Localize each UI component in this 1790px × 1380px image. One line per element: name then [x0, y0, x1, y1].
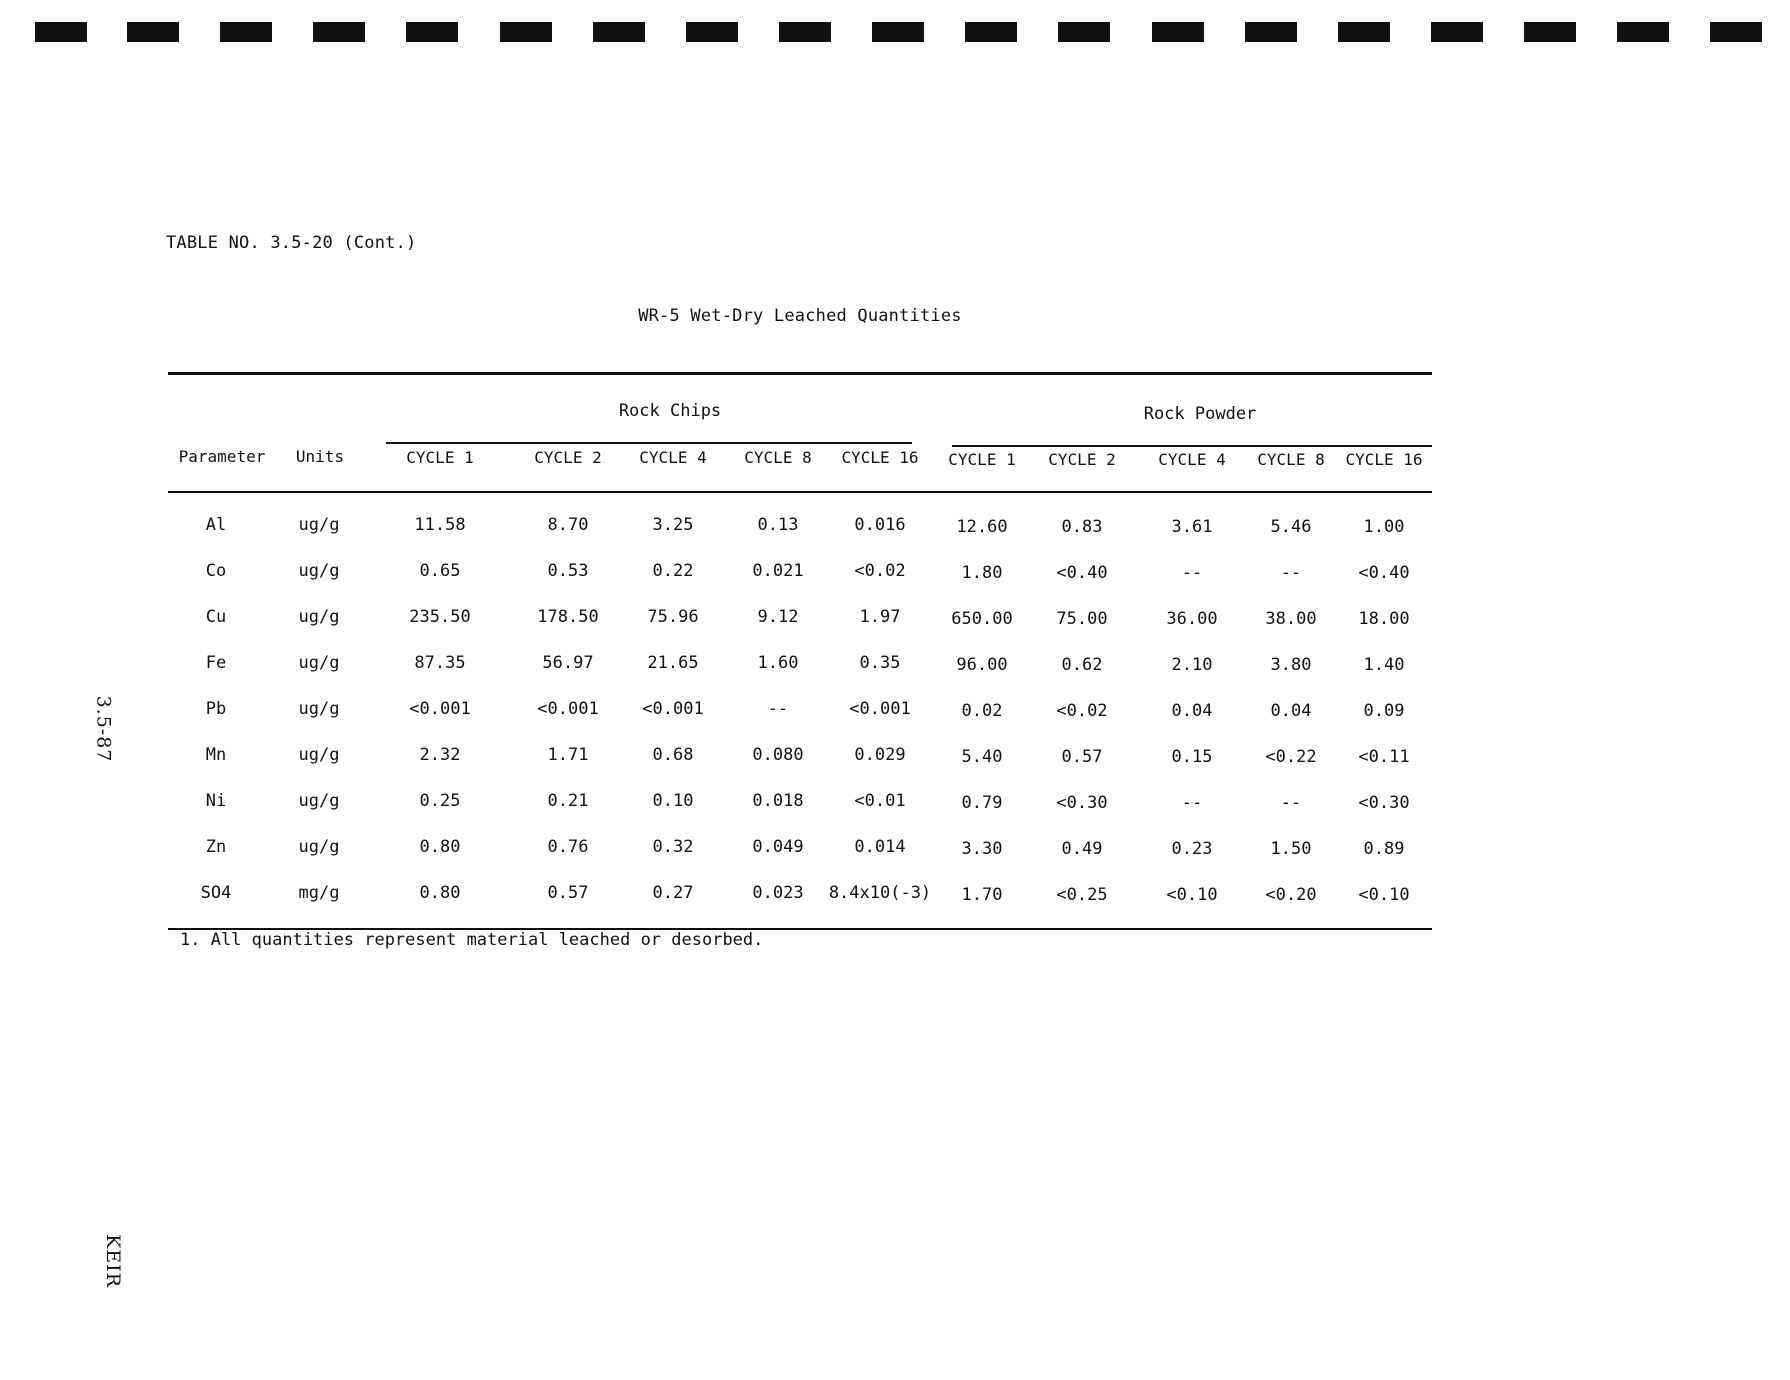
side-label-keir: KEIR [101, 1234, 124, 1288]
table-title-text: WR-5 Wet-Dry Leached Quantities [638, 306, 962, 326]
cell-value: 36.00 [1166, 609, 1218, 629]
cell-parameter: SO4 [200, 883, 232, 903]
cell-parameter: Cu [205, 607, 227, 627]
perforation-block [1617, 22, 1669, 42]
cell-value: 3.25 [652, 515, 694, 535]
cell-parameter: Fe [205, 653, 227, 673]
cell-value: 0.049 [752, 837, 804, 857]
perforation-block [1245, 22, 1297, 42]
header-parameter: Parameter [178, 447, 266, 466]
cell-parameter: Pb [205, 699, 227, 719]
cell-parameter: Mn [205, 745, 227, 765]
cell-value: <0.22 [1265, 747, 1317, 767]
footnote: 1. All quantities represent material leached or desorbed. [180, 930, 764, 950]
cell-value: -- [1280, 563, 1302, 583]
cell-value: 38.00 [1265, 609, 1317, 629]
cell-value: <0.10 [1166, 885, 1218, 905]
perforation-block [779, 22, 831, 42]
perforation-block [1710, 22, 1762, 42]
cell-value: 0.68 [652, 745, 694, 765]
cell-value: -- [1280, 793, 1302, 813]
cell-units: ug/g [298, 653, 340, 673]
perforation-block [220, 22, 272, 42]
rock-powder-rule [952, 445, 1432, 447]
page-number: 3.5-87 [92, 695, 115, 763]
perforation-block [965, 22, 1017, 42]
cell-value: 0.22 [652, 561, 694, 581]
cell-value: 0.57 [1061, 747, 1103, 767]
cell-value: 1.70 [961, 885, 1003, 905]
cell-value: 1.00 [1363, 517, 1405, 537]
cell-value: <0.11 [1358, 747, 1410, 767]
perforation-block [1058, 22, 1110, 42]
cell-value: 0.62 [1061, 655, 1103, 675]
cell-value: 75.00 [1056, 609, 1108, 629]
cell-value: <0.02 [854, 561, 906, 581]
cell-value: <0.001 [409, 699, 471, 719]
cell-value: 0.49 [1061, 839, 1103, 859]
cell-value: 0.10 [652, 791, 694, 811]
cell-value: 650.00 [951, 609, 1013, 629]
header-cycle: CYCLE 8 [1257, 450, 1325, 469]
header-cycle: CYCLE 4 [639, 448, 707, 467]
cell-value: 1.71 [547, 745, 589, 765]
cell-value: 0.65 [419, 561, 461, 581]
cell-value: 2.10 [1171, 655, 1213, 675]
cell-parameter: Ni [205, 791, 227, 811]
cell-value: 9.12 [757, 607, 799, 627]
cell-value: 0.080 [752, 745, 804, 765]
cell-value: 0.014 [854, 837, 906, 857]
cell-value: 0.09 [1363, 701, 1405, 721]
cell-value: 0.15 [1171, 747, 1213, 767]
cell-value: 0.021 [752, 561, 804, 581]
cell-value: 3.61 [1171, 517, 1213, 537]
cell-value: <0.30 [1358, 793, 1410, 813]
perforation-block [593, 22, 645, 42]
cell-value: 0.25 [419, 791, 461, 811]
cell-units: ug/g [298, 791, 340, 811]
cell-value: <0.01 [854, 791, 906, 811]
perforation-block [1338, 22, 1390, 42]
cell-value: 235.50 [409, 607, 471, 627]
cell-value: 0.76 [547, 837, 589, 857]
perforation-block [313, 22, 365, 42]
cell-units: ug/g [298, 745, 340, 765]
header-bottom-rule [168, 491, 1432, 493]
cell-value: 2.32 [419, 745, 461, 765]
perforation-block [35, 22, 87, 42]
cell-value: <0.001 [849, 699, 911, 719]
cell-value: <0.40 [1056, 563, 1108, 583]
table-title [0, 306, 1600, 326]
cell-value: 3.80 [1270, 655, 1312, 675]
cell-units: mg/g [298, 883, 340, 903]
cell-value: 3.30 [961, 839, 1003, 859]
cell-value: 0.04 [1270, 701, 1312, 721]
cell-value: 1.80 [961, 563, 1003, 583]
cell-value: -- [1181, 793, 1203, 813]
cell-value: 0.13 [757, 515, 799, 535]
cell-value: 0.80 [419, 883, 461, 903]
cell-value: -- [767, 699, 789, 719]
cell-value: 0.27 [652, 883, 694, 903]
cell-value: 0.018 [752, 791, 804, 811]
cell-value: 0.80 [419, 837, 461, 857]
cell-value: <0.02 [1056, 701, 1108, 721]
cell-value: 5.40 [961, 747, 1003, 767]
cell-value: 0.35 [859, 653, 901, 673]
header-cycle: CYCLE 4 [1158, 450, 1226, 469]
cell-units: ug/g [298, 561, 340, 581]
cell-value: 178.50 [537, 607, 599, 627]
cell-value: 0.23 [1171, 839, 1213, 859]
header-cycle: CYCLE 16 [1345, 450, 1423, 469]
cell-value: 0.53 [547, 561, 589, 581]
cell-value: 8.70 [547, 515, 589, 535]
perforation-block [127, 22, 179, 42]
cell-value: 0.83 [1061, 517, 1103, 537]
header-cycle: CYCLE 2 [534, 448, 602, 467]
perforation-block [1524, 22, 1576, 42]
cell-value: 1.60 [757, 653, 799, 673]
cell-value: 0.79 [961, 793, 1003, 813]
top-rule [168, 372, 1432, 375]
cell-value: 0.02 [961, 701, 1003, 721]
cell-value: 0.32 [652, 837, 694, 857]
cell-value: <0.10 [1358, 885, 1410, 905]
header-cycle: CYCLE 8 [744, 448, 812, 467]
table-number: TABLE NO. 3.5-20 (Cont.) [166, 233, 417, 253]
cell-value: 0.016 [854, 515, 906, 535]
cell-value: 96.00 [956, 655, 1008, 675]
cell-value: 1.50 [1270, 839, 1312, 859]
cell-units: ug/g [298, 837, 340, 857]
cell-value: 5.46 [1270, 517, 1312, 537]
perforation-block [1152, 22, 1204, 42]
perforation-block [872, 22, 924, 42]
cell-value: -- [1181, 563, 1203, 583]
cell-value: 12.60 [956, 517, 1008, 537]
cell-value: 21.65 [647, 653, 699, 673]
perforation-block [1431, 22, 1483, 42]
cell-units: ug/g [298, 699, 340, 719]
cell-value: 0.023 [752, 883, 804, 903]
cell-value: <0.40 [1358, 563, 1410, 583]
cell-units: ug/g [298, 607, 340, 627]
cell-parameter: Co [205, 561, 227, 581]
perforation-block [500, 22, 552, 42]
cell-value: 75.96 [647, 607, 699, 627]
rock-chips-rule [386, 442, 912, 444]
cell-value: 0.029 [854, 745, 906, 765]
cell-value: <0.001 [537, 699, 599, 719]
group-rock-chips: Rock Chips [618, 401, 722, 421]
cell-value: <0.001 [642, 699, 704, 719]
cell-value: 11.58 [414, 515, 466, 535]
group-rock-powder: Rock Powder [1143, 404, 1257, 424]
header-cycle: CYCLE 16 [841, 448, 919, 467]
cell-value: 0.57 [547, 883, 589, 903]
perforation-block [406, 22, 458, 42]
cell-parameter: Zn [205, 837, 227, 857]
header-units: Units [295, 447, 345, 466]
cell-value: 1.97 [859, 607, 901, 627]
cell-parameter: Al [205, 515, 227, 535]
cell-value: <0.20 [1265, 885, 1317, 905]
cell-value: 0.21 [547, 791, 589, 811]
header-cycle: CYCLE 1 [406, 448, 474, 467]
cell-value: 56.97 [542, 653, 594, 673]
perforation-strip [0, 18, 1790, 46]
cell-value: <0.25 [1056, 885, 1108, 905]
cell-units: ug/g [298, 515, 340, 535]
cell-value: <0.30 [1056, 793, 1108, 813]
cell-value: 87.35 [414, 653, 466, 673]
perforation-block [686, 22, 738, 42]
header-cycle: CYCLE 1 [948, 450, 1016, 469]
cell-value: 18.00 [1358, 609, 1410, 629]
header-cycle: CYCLE 2 [1048, 450, 1116, 469]
cell-value: 1.40 [1363, 655, 1405, 675]
cell-value: 0.89 [1363, 839, 1405, 859]
cell-value: 8.4x10(-3) [828, 883, 932, 903]
cell-value: 0.04 [1171, 701, 1213, 721]
